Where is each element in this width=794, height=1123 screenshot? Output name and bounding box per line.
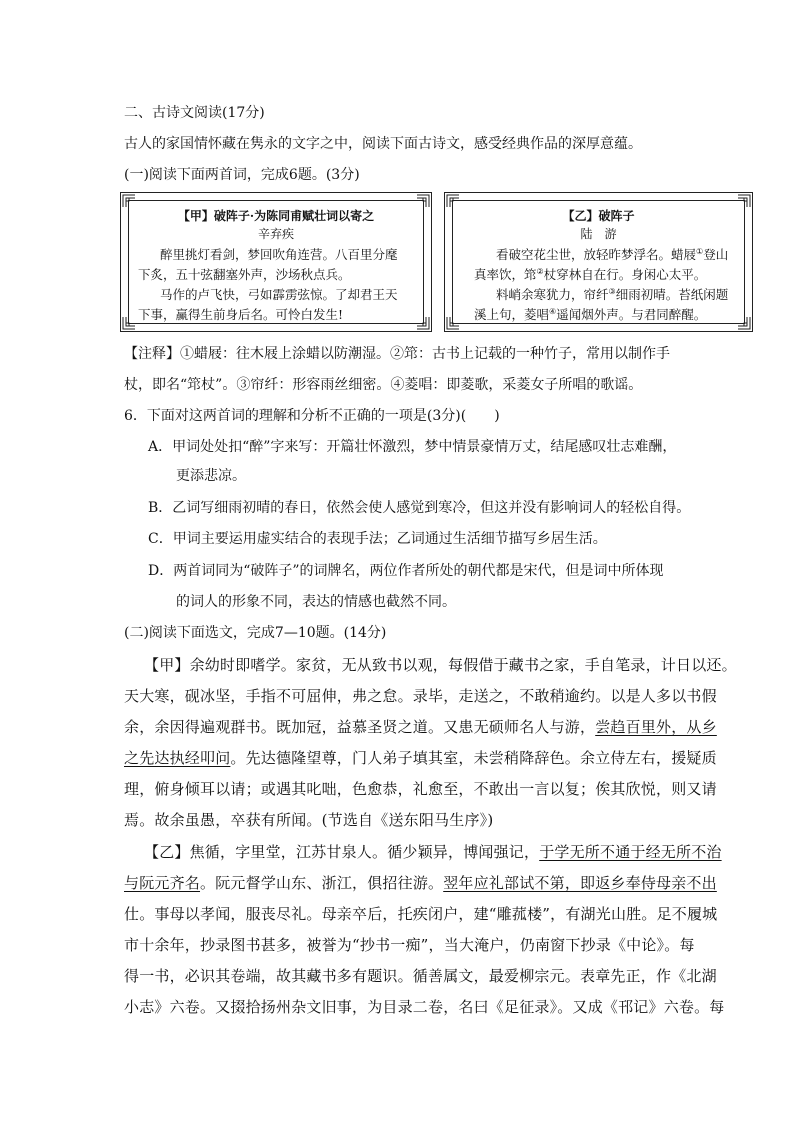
corner-ornament-icon [122, 316, 136, 330]
poem-yi-text: 细雨初晴。苔纸闲题 [615, 287, 729, 302]
corner-ornament-icon [416, 194, 430, 208]
option-c: C．甲词主要运用虚实结合的表现手法；乙词通过生活细节描写乡居生活。 [148, 531, 607, 547]
passage-jia-line: 天大寒，砚冰坚，手指不可屈伸，弗之怠。录毕，走送之，不敢稍逾约。以是人多以书假 [124, 687, 717, 705]
poem-yi-text: 看破空花尘世，放轻昨梦浮名。蜡屐 [496, 247, 697, 262]
underlined-text: 翌年应礼部试不第，即返乡奉侍母亲不出 [443, 874, 717, 892]
poem-jia-line: 醉里挑灯看剑，梦回吹角连营。八百里分麾 [160, 247, 398, 262]
passage-text: 【乙】焦循，字里堂，江苏甘泉人。循少颖异，博闻强记， [144, 843, 540, 861]
option-d: D．两首词同为“破阵子”的词牌名，两位作者所处的朝代都是宋代，但是词中所体现 [148, 563, 664, 579]
notes-line: 【注释】①蜡屐：往木屐上涂蜡以防潮湿。②筇：古书上记载的一种竹子，常用以制作手 [124, 346, 670, 362]
poem-yi-text: 真率饮，筇 [474, 267, 537, 282]
note-marker: ① [696, 246, 704, 256]
passage-yi-line: 市十余年，抄录图书甚多，被誉为“抄书一痴”，当大淹户，仍南窗下抄录《中论》。每 [124, 936, 695, 954]
option-a-cont: 更添悲凉。 [176, 468, 246, 484]
underlined-text: 与阮元齐名 [124, 874, 201, 892]
part1-heading: (一)阅读下面两首词，完成6题。(3分) [124, 167, 360, 183]
underlined-text: 尝趋百里外，从乡 [595, 718, 717, 736]
poem-yi-line [496, 285, 728, 303]
corner-ornament-icon [122, 194, 136, 208]
note-marker: ④ [549, 306, 557, 316]
note-marker: ② [536, 266, 544, 276]
option-b: B．乙词写细雨初晴的春日，依然会使人感觉到寒冷，但这并没有影响词人的轻松自得。 [148, 500, 691, 516]
poem-yi-text: 溪上句，菱唱 [474, 307, 550, 322]
poem-yi-line [496, 245, 728, 263]
poem-jia-line: 下事，赢得生前身后名。可怜白发生! [138, 307, 344, 322]
passage-yi-line [124, 874, 717, 892]
passage-yi-line: 小志》六卷。又掇拾扬州杂文旧事，为目录二卷，名曰《足征录》。又成《邗记》六卷。每 [124, 998, 725, 1016]
corner-ornament-icon [446, 316, 460, 330]
poem-yi-author: 陆 游 [580, 227, 617, 241]
passage-yi-line: 仕。事母以孝闻，服丧尽礼。母亲卒后，托疾闭户，建“雕菰楼”，有湖光山胜。足不履城 [124, 905, 718, 923]
poem-jia-title: 【甲】破阵子·为陈同甫赋壮词以寄之 [177, 209, 375, 223]
passage-jia-line [124, 749, 717, 767]
passage-jia-line [124, 718, 717, 736]
question-6: 6．下面对这两首词的理解和分析不正确的一项是(3分)( ) [124, 408, 500, 424]
poem-box-jia [120, 192, 432, 332]
option-a: A．甲词处处扣“醉”字来写：开篇壮怀激烈，梦中情景豪情万丈，结尾感叹壮志难酬， [148, 439, 677, 455]
poem-yi-line [474, 265, 706, 283]
passage-yi-line [144, 843, 722, 861]
poem-box-yi [444, 192, 753, 332]
intro-text: 古人的家国情怀藏在隽永的文字之中，阅读下面古诗文，感受经典作品的深厚意蕴。 [124, 136, 642, 152]
part2-heading: (二)阅读下面选文，完成7—10题。(14分) [124, 625, 387, 641]
poem-yi-text: 遥闻烟外声。与君同醉醒。 [556, 307, 707, 322]
corner-ornament-icon [737, 316, 751, 330]
poem-yi-title: 【乙】破阵子 [562, 209, 635, 223]
poem-yi-text: 料峭余寒犹力，帘纤 [496, 287, 609, 302]
poem-yi-line [474, 305, 706, 323]
passage-jia-line: 理，俯身倾耳以请；或遇其叱咄，色愈恭，礼愈至，不敢出一言以复；俟其欣悦，则又请 [124, 780, 717, 798]
poem-jia-line: 马作的卢飞快，弓如霹雳弦惊。了却君王天 [160, 287, 398, 302]
passage-yi-line: 得一书，必识其卷端，故其藏书多有题识。循善属文，最爱柳宗元。表章先正，作《北湖 [124, 967, 717, 985]
corner-ornament-icon [446, 194, 460, 208]
corner-ornament-icon [737, 194, 751, 208]
poem-jia-line: 下炙，五十弦翻塞外声，沙场秋点兵。 [138, 267, 351, 282]
notes-line: 杖，即名“筇杖”。③帘纤：形容雨丝细密。④菱唱：即菱歌，采菱女子所唱的歌谣。 [124, 377, 643, 393]
poem-jia-author: 辛弃疾 [257, 227, 294, 241]
passage-jia-line: 【甲】余幼时即嗜学。家贫，无从致书以观，每假借于藏书之家，手自笔录，计日以还。 [144, 656, 737, 674]
passage-text: 余，余因得遍观群书。既加冠，益慕圣贤之道。又患无硕师名人与游， [124, 718, 596, 736]
passage-text: 。阮元督学山东、浙江，俱招往游。 [200, 874, 444, 892]
section-title: 二、古诗文阅读(17分) [124, 105, 265, 121]
poem-yi-text: 杖穿林自在行。身闲心太平。 [543, 267, 707, 282]
underlined-text: 之先达执经叩问 [124, 749, 231, 767]
poem-yi-text: 登山 [703, 247, 729, 262]
corner-ornament-icon [416, 316, 430, 330]
underlined-text: 于学无所不通于经无所不治 [539, 843, 722, 861]
note-marker: ③ [608, 286, 616, 296]
option-d-cont: 的词人的形象不同，表达的情感也截然不同。 [176, 594, 456, 610]
passage-text: 。先达德隆望尊，门人弟子填其室，未尝稍降辞色。余立侍左右，援疑质 [230, 749, 717, 767]
passage-jia-line: 焉。故余虽愚，卒获有所闻。(节选自《送东阳马生序》) [124, 811, 494, 829]
